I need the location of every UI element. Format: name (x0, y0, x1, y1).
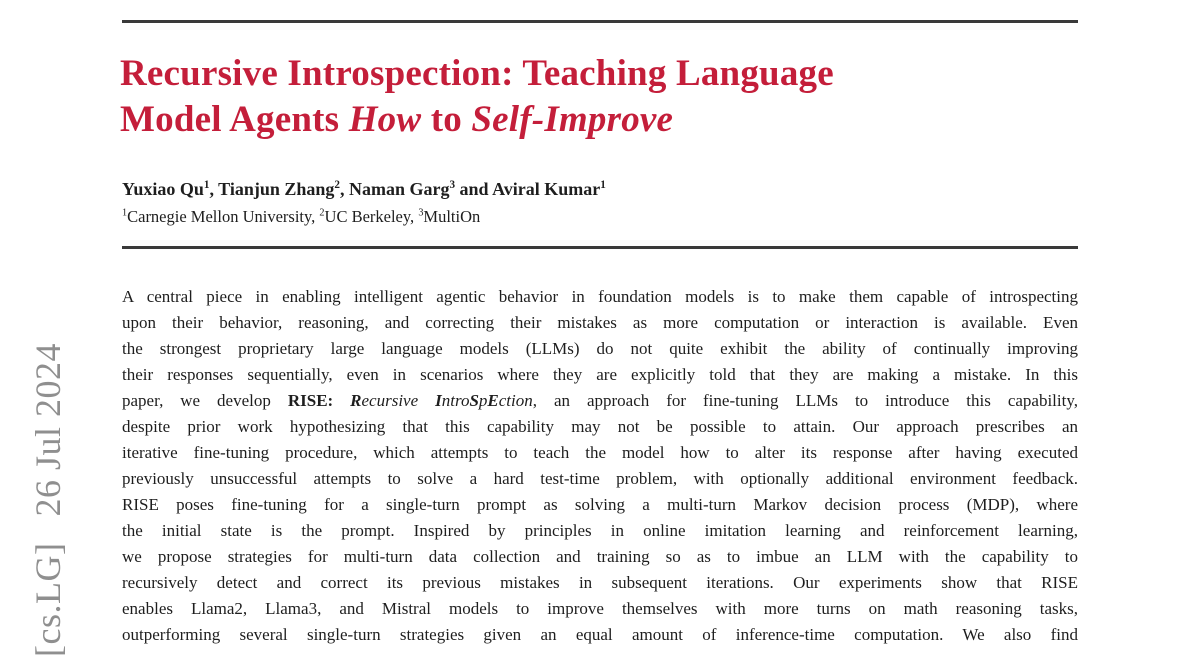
abstract-line: the strongest proprietary large language models (LLMs) do not quite exhibit the ability of continually improving (122, 339, 1078, 358)
abstract-segment: E (487, 391, 499, 410)
abstract-line: despite prior work hypothesizing that this capability may not be possible to attain. Our approach prescribes an (122, 417, 1078, 436)
abstract-segment: p (478, 391, 488, 410)
author-name: Yuxiao Qu (122, 179, 204, 199)
arxiv-date: 26 Jul 2024 (28, 343, 68, 517)
abstract-segment: paper, we develop (122, 391, 288, 410)
abstract-line: upon their behavior, reasoning, and correcting their mistakes as more computation or interaction is available. Even (122, 313, 1078, 332)
affil-name: MultiOn (423, 207, 481, 226)
title-segment: to (421, 99, 472, 140)
title-segment-italic: Self-Improve (471, 99, 674, 140)
title-segment: Model Agents (120, 99, 349, 140)
abstract-segment-rise-acronym: RISE: (287, 391, 351, 410)
arxiv-stamp (26, 343, 70, 657)
affil-marker: 2 (319, 207, 325, 219)
author-affil-marker: 2 (334, 179, 340, 191)
abstract-line: the initial state is the prompt. Inspired by principles in online imitation learning and reinforcement learning, (122, 521, 1078, 540)
abstract-segment: S (469, 391, 479, 410)
affil-name: UC Berkeley, (324, 207, 419, 226)
abstract-segment: ntro (441, 391, 470, 410)
author-affil-marker: 3 (449, 179, 456, 191)
affil-marker: 1 (122, 207, 128, 219)
abstract-line: RISE poses fine-tuning for a single-turn prompt as solving a multi-turn Markov decision process (MDP), where (122, 495, 1078, 514)
abstract-line: iterative fine-tuning procedure, which attempts to teach the model how to alter its response after having executed (122, 443, 1078, 462)
title-line-1: Recursive Introspection: Teaching Language (120, 53, 834, 94)
abstract-line: recursively detect and correct its previous mistakes in subsequent iterations. Our experiments show that RISE (122, 573, 1078, 592)
abstract-segment: I (435, 391, 442, 410)
top-rule (122, 20, 1078, 23)
arxiv-category: [cs.LG] (28, 542, 68, 657)
abstract-line: outperforming several single-turn strategies given an equal amount of inference-time computation. We also find (122, 625, 1078, 644)
abstract-paragraph (122, 284, 1078, 648)
abstract-line: we propose strategies for multi-turn data collection and training so as to imbue an LLM with the capability to (122, 547, 1078, 566)
author-name: Naman Garg (348, 179, 450, 199)
mid-rule (122, 246, 1078, 249)
abstract-line: their responses sequentially, even in scenarios where they are explicitly told that they are making a mistake. In this (122, 365, 1078, 384)
abstract-segment: ction (498, 391, 533, 410)
title-line-2 (120, 99, 673, 140)
author-affil-marker: 1 (600, 179, 606, 191)
paper-title (120, 51, 1080, 143)
affil-marker: 3 (418, 207, 424, 219)
title-segment-italic: How (348, 99, 422, 140)
author-separator: , (209, 179, 219, 199)
author-separator: and (455, 179, 493, 199)
author-affil-marker: 1 (203, 179, 210, 191)
abstract-line-rise (122, 388, 1078, 414)
affil-name: Carnegie Mellon University, (127, 207, 320, 226)
abstract-line: previously unsuccessful attempts to solve a hard test-time problem, with optionally additional environment feedback. (122, 469, 1078, 488)
author-name: Tianjun Zhang (218, 179, 335, 199)
author-name: Aviral Kumar (492, 179, 601, 199)
abstract-line: A central piece in enabling intelligent agentic behavior in foundation models is to make them capable of introspecting (122, 287, 1078, 306)
abstract-segment: R (350, 391, 362, 410)
abstract-segment: ecursive (361, 391, 436, 410)
affiliations-line (122, 206, 1078, 228)
abstract-line: enables Llama2, Llama3, and Mistral models to improve themselves with more turns on math reasoning tasks, (122, 599, 1078, 618)
abstract-segment: , an approach for fine-tuning LLMs to introduce this capability, (532, 391, 1078, 410)
author-separator: , (339, 179, 349, 199)
authors-line (122, 178, 1078, 200)
